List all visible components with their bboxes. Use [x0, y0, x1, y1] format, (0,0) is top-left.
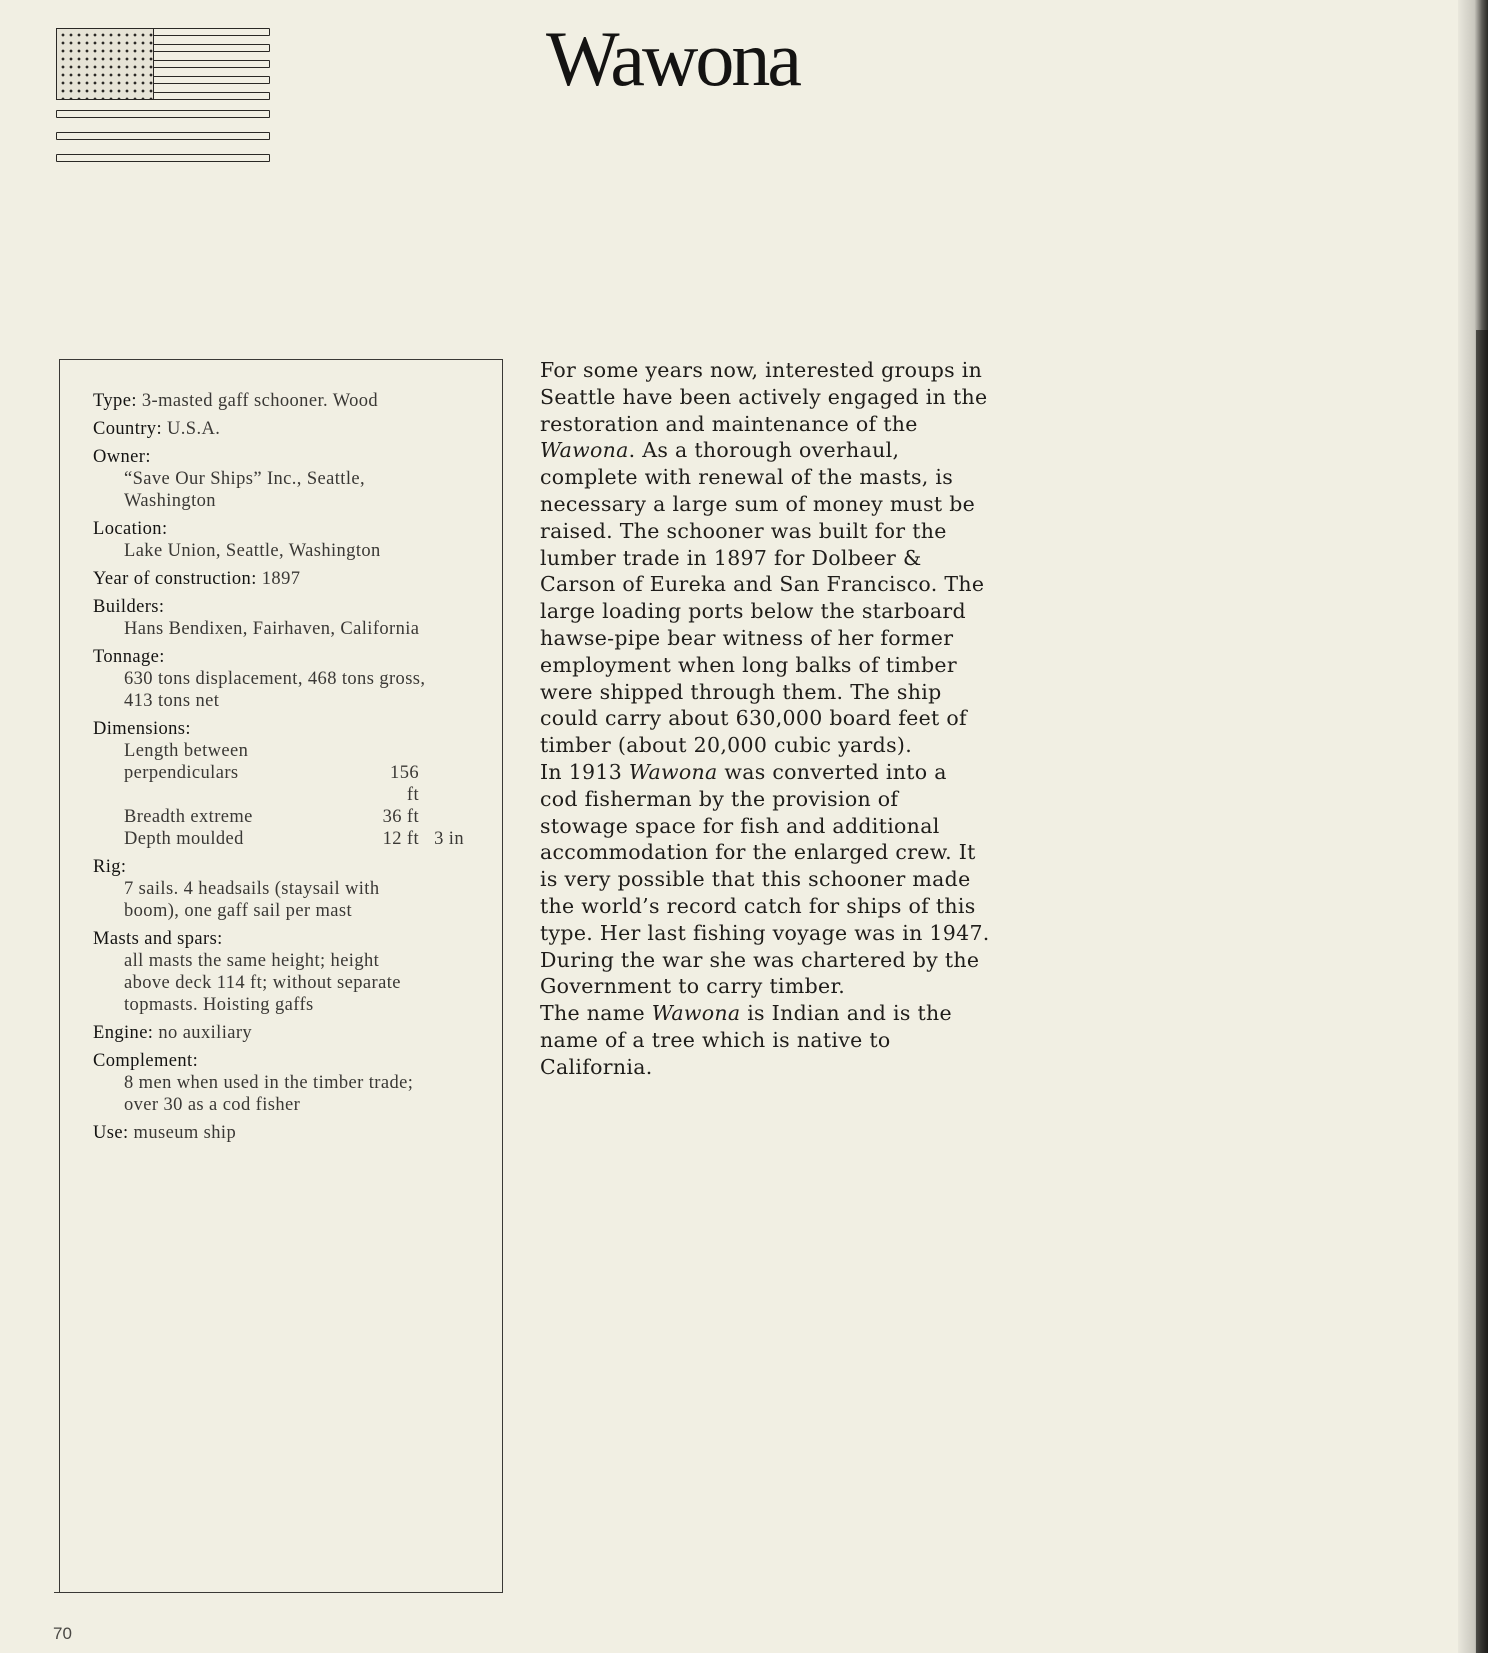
spec-label: Tonnage: — [93, 647, 165, 667]
spec-value: U.S.A. — [167, 419, 221, 439]
spec-value: museum ship — [133, 1123, 237, 1143]
spec-country — [93, 418, 493, 440]
dimension-extra — [419, 762, 464, 806]
dimension-value: 156 ft — [390, 763, 419, 805]
specifications-list — [93, 390, 493, 1150]
spec-location — [93, 518, 493, 562]
spec-value: 1897 — [261, 569, 301, 589]
dimensions-table — [93, 740, 493, 850]
spec-label: Use: — [93, 1123, 129, 1143]
spec-label: Year of construction: — [93, 569, 257, 589]
spec-type — [93, 390, 493, 412]
dimension-row — [124, 740, 493, 762]
dimension-extra: 3 in — [434, 829, 464, 849]
spec-complement — [93, 1050, 493, 1116]
spec-value: 413 tons net — [124, 691, 220, 711]
spec-value: 630 tons displacement, 468 tons gross, — [124, 669, 426, 689]
spec-value: Washington — [124, 491, 216, 511]
spec-masts — [93, 928, 493, 1016]
spec-label: Location: — [93, 519, 168, 539]
ship-name: Wawona — [651, 1001, 741, 1026]
ship-name: Wawona — [540, 438, 629, 463]
dimension-name: perpendiculars — [124, 763, 239, 783]
spec-tonnage — [93, 646, 493, 712]
spec-label: Dimensions: — [93, 719, 191, 739]
paragraph-text: In 1913 — [540, 759, 629, 784]
spec-value: 7 sails. 4 headsails (staysail with — [124, 879, 380, 899]
dimension-name: Breadth extreme — [124, 807, 253, 827]
paragraph — [540, 1000, 990, 1080]
paragraph — [540, 357, 990, 759]
spec-year — [93, 568, 493, 590]
dimension-extra — [419, 806, 464, 828]
spec-value: no auxiliary — [158, 1023, 253, 1043]
spec-label: Owner: — [93, 447, 151, 467]
spec-builders — [93, 596, 493, 640]
flag-canton — [56, 28, 154, 100]
paragraph-text: For some years now, interested groups in Seattle have been actively engaged in the restoration and maintenance of the — [540, 358, 988, 436]
dimension-name: Depth moulded — [124, 829, 244, 849]
page-title: Wawona — [546, 15, 799, 102]
dimension-extra — [419, 740, 464, 762]
page-number: 70 — [53, 1624, 72, 1643]
spec-value: 3-masted gaff schooner. Wood — [141, 391, 379, 411]
spec-label: Builders: — [93, 597, 165, 617]
paragraph-text: was converted into a cod fisherman by the provision of stowage space for fish and additional accommodation for the enlarged crew. It is very possible that this schooner made the world’s record catch for ships of this type. Her last fishing voyage was in 1947. During the war she was chartered by the Government to carry timber. — [540, 759, 990, 999]
us-flag-icon — [56, 28, 270, 164]
spec-value: 8 men when used in the timber trade; — [124, 1073, 414, 1093]
spec-value: Hans Bendixen, Fairhaven, California — [124, 619, 420, 639]
spec-dimensions — [93, 718, 493, 850]
spec-value: boom), one gaff sail per mast — [124, 901, 353, 921]
spec-label: Rig: — [93, 857, 127, 877]
spec-label: Engine: — [93, 1023, 154, 1043]
spec-value: “Save Our Ships” Inc., Seattle, — [124, 469, 366, 489]
paragraph-text: is Indian and is the name of a tree which is native to California. — [540, 1001, 952, 1079]
ship-name: Wawona — [628, 759, 718, 784]
specifications-box — [59, 359, 503, 1592]
spec-label: Complement: — [93, 1051, 199, 1071]
paragraph-text: . As a thorough overhaul, complete with renewal of the masts, is necessary a large sum of money must be raised. The schooner was built for the lumber trade in 1897 for Dolbeer & Carson of Eureka and San Francisco. The large loading ports below the starboard hawse-pipe bear witness of her former employment when long balks of timber were shipped through them. The ship could carry about 630,000 board feet of timber (about 20,000 cubic yards). — [540, 438, 985, 758]
dimension-row — [124, 828, 493, 850]
article-body — [540, 357, 990, 1081]
dimension-value: 12 ft — [382, 829, 419, 849]
spec-rig — [93, 856, 493, 922]
paragraph — [540, 759, 990, 1000]
spec-value: above deck 114 ft; without separate — [124, 973, 401, 993]
dimension-row — [124, 806, 493, 828]
spec-label: Country: — [93, 419, 162, 439]
spec-value: over 30 as a cod fisher — [124, 1095, 301, 1115]
specifications-box-bottom-rule — [54, 1592, 503, 1593]
spec-label: Type: — [93, 391, 137, 411]
spec-value: Lake Union, Seattle, Washington — [124, 541, 381, 561]
spec-owner — [93, 446, 493, 512]
dimension-value — [379, 740, 419, 762]
dimension-value: 36 ft — [382, 807, 419, 827]
spec-use — [93, 1122, 493, 1144]
book-gutter — [1476, 330, 1488, 1653]
spec-label: Masts and spars: — [93, 929, 223, 949]
dimension-row — [124, 762, 493, 806]
spec-engine — [93, 1022, 493, 1044]
paragraph-text: The name — [540, 1001, 652, 1026]
spec-value: all masts the same height; height — [124, 951, 380, 971]
dimension-name: Length between — [124, 741, 249, 761]
spec-value: topmasts. Hoisting gaffs — [124, 995, 314, 1015]
